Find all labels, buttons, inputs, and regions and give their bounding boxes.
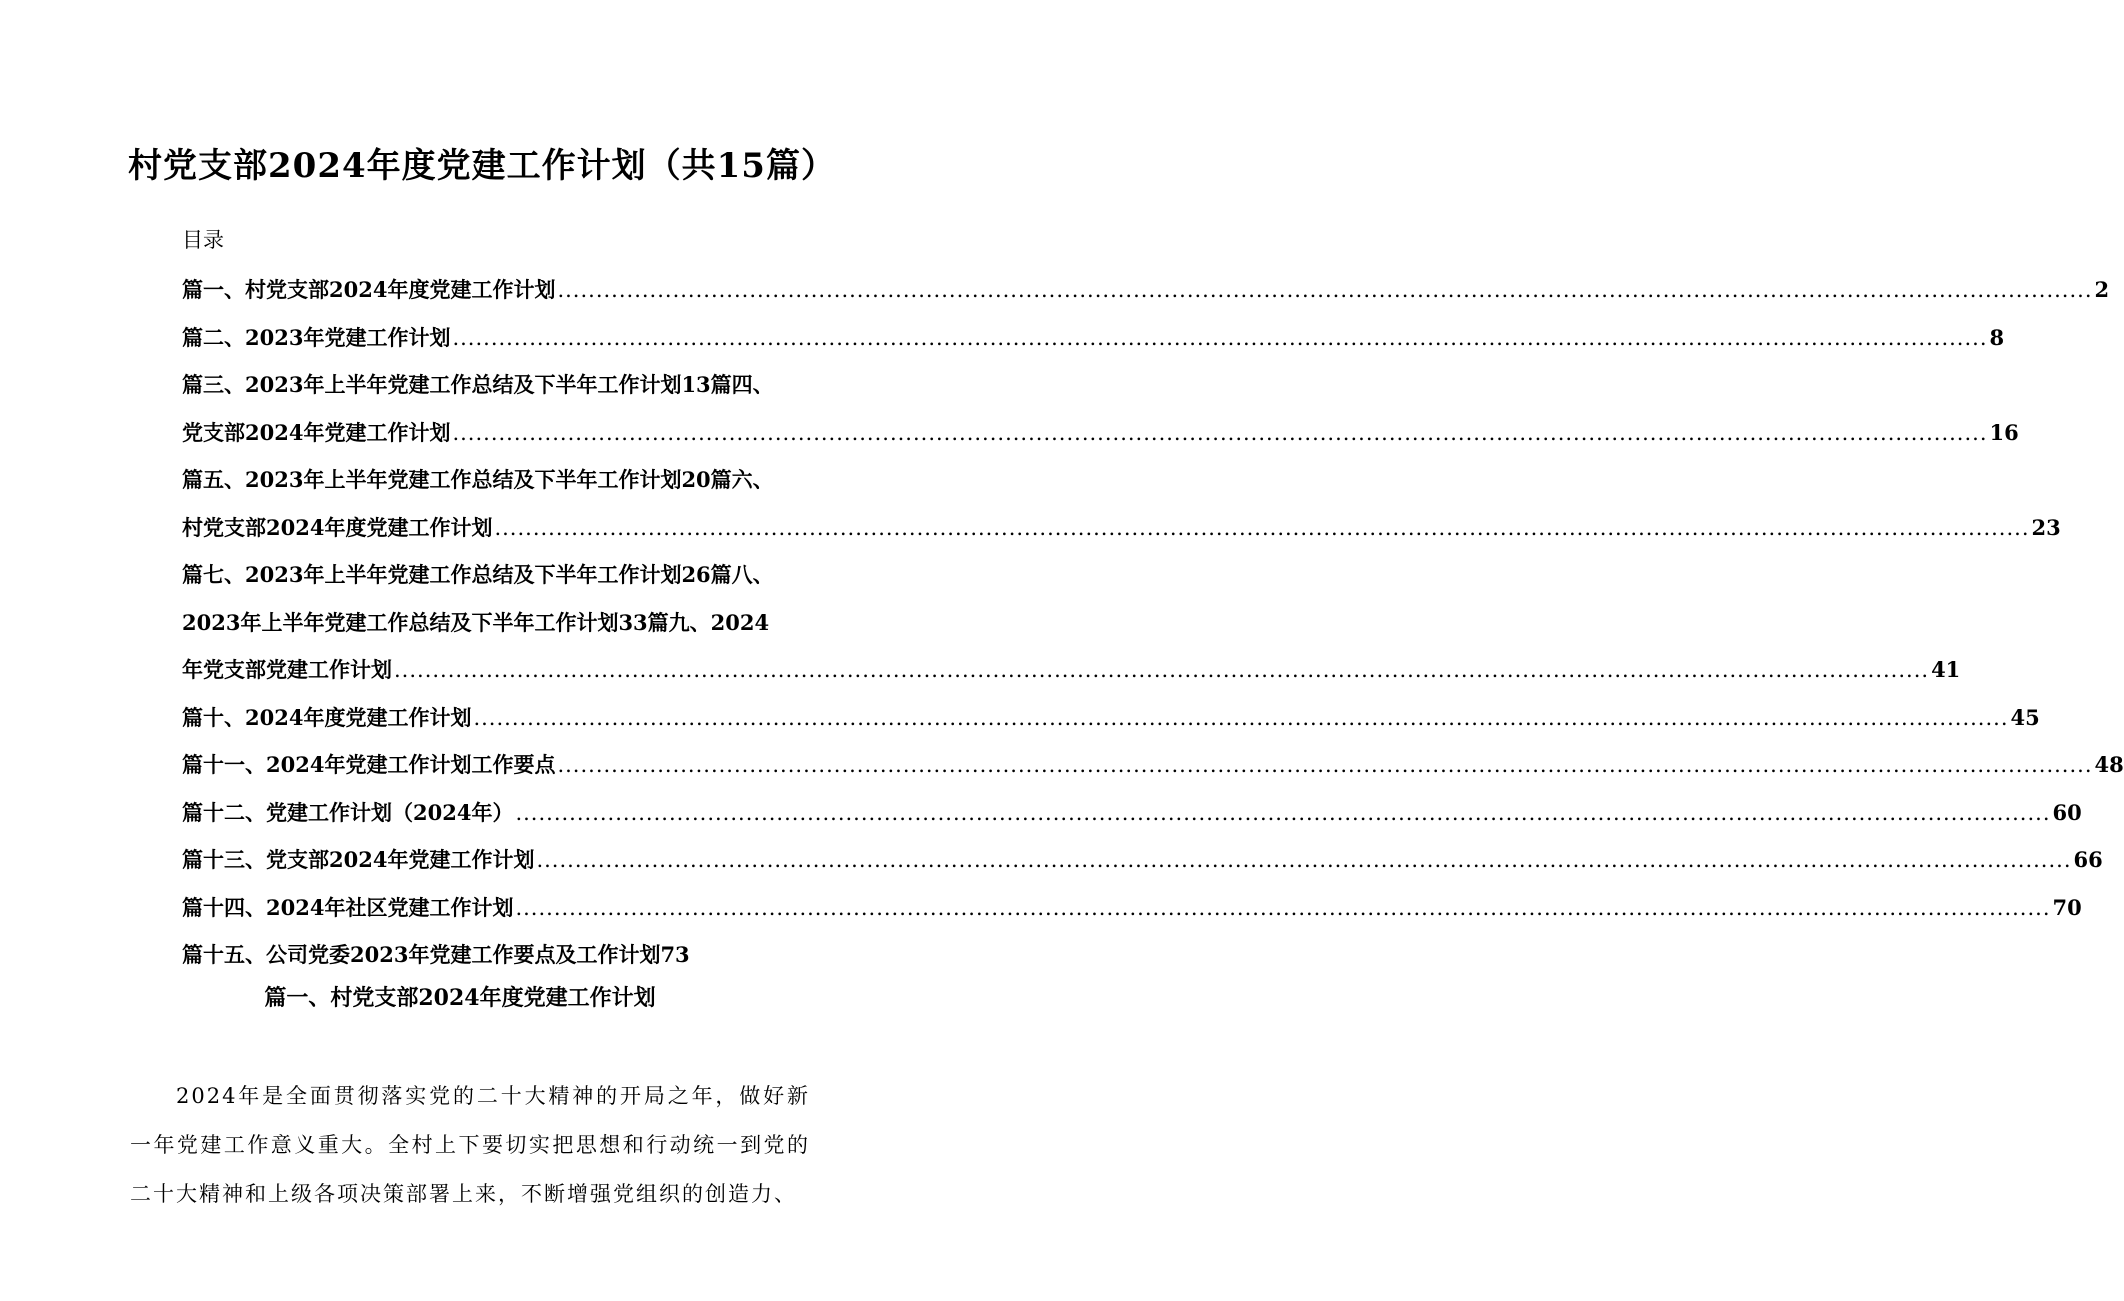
section-title: 篇一、村党支部2024年度党建工作计划 <box>264 985 656 1011</box>
toc-page-number: 16 <box>1989 419 2019 445</box>
toc-dot-leader: ........................................................................................................................................................................................................ <box>557 278 2093 302</box>
toc-dot-leader: ........................................................................................................................................................................................................ <box>515 800 2051 825</box>
body-paragraph: 2024年是全面贯彻落实党的二十大精神的开局之年，做好新一年党建工作意义重大。全村上下要切实把思想和行动统一到党的二十大精神和上级各项决策部署上来，不断增强党组织的创造力、 <box>130 1084 810 1206</box>
toc-entry[interactable] <box>182 836 2103 884</box>
toc-entry[interactable] <box>182 646 1961 694</box>
toc-page-number: 66 <box>2073 847 2103 872</box>
toc-dot-leader: ........................................................................................................................................................................................................ <box>557 753 2093 777</box>
toc-entry-text: 篇十三、党支部2024年党建工作计划 <box>182 847 535 872</box>
toc-dot-leader: ........................................................................................................................................................................................................ <box>494 515 2030 540</box>
table-of-contents <box>182 266 2124 979</box>
toc-entry-text: 年党支部党建工作计划 <box>182 657 392 682</box>
toc-page-number: 8 <box>1989 324 2005 350</box>
toc-dot-leader: ........................................................................................................................................................................................................ <box>452 325 1988 350</box>
toc-page-number: 60 <box>2052 799 2082 825</box>
toc-dot-leader: ........................................................................................................................................................................................................ <box>473 705 2009 730</box>
toc-entry[interactable] <box>182 789 2082 837</box>
toc-dot-leader: ........................................................................................................................................................................................................ <box>452 420 1988 445</box>
toc-entry[interactable] <box>182 504 2061 552</box>
toc-entry-text: 村党支部2024年度党建工作计划 <box>182 514 493 540</box>
toc-entry[interactable] <box>182 409 2019 457</box>
toc-entry[interactable] <box>182 599 802 647</box>
toc-page-number: 41 <box>1931 657 1961 682</box>
toc-page-number: 70 <box>2052 894 2082 920</box>
toc-entry[interactable] <box>182 456 802 504</box>
toc-entry[interactable] <box>182 361 802 409</box>
document-title: 村党支部2024年度党建工作计划（共15篇） <box>128 146 836 186</box>
toc-entry[interactable] <box>182 694 2040 742</box>
toc-page-number: 23 <box>2031 514 2061 540</box>
toc-entry-text: 篇三、2023年上半年党建工作总结及下半年工作计划13篇四、 <box>182 372 774 397</box>
toc-entry[interactable] <box>182 551 802 599</box>
toc-dot-leader: ........................................................................................................................................................................................................ <box>394 658 1930 682</box>
toc-entry-text: 篇十五、公司党委2023年党建工作要点及工作计划73 <box>182 942 690 967</box>
toc-dot-leader: ........................................................................................................................................................................................................ <box>515 895 2051 920</box>
toc-entry-text: 篇五、2023年上半年党建工作总结及下半年工作计划20篇六、 <box>182 467 774 492</box>
toc-entry[interactable] <box>182 741 2124 789</box>
toc-entry-text: 2023年上半年党建工作总结及下半年工作计划33篇九、2024 <box>182 609 770 635</box>
toc-heading: 目录 <box>182 228 224 252</box>
toc-entry[interactable] <box>182 884 2082 932</box>
toc-page-number: 48 <box>2094 752 2124 777</box>
toc-entry-text: 篇十、2024年度党建工作计划 <box>182 704 472 730</box>
toc-entry[interactable] <box>182 931 802 979</box>
toc-entry-text: 篇十二、党建工作计划（2024年） <box>182 799 514 825</box>
toc-entry[interactable] <box>182 314 2005 362</box>
toc-page-number: 2 <box>2094 277 2110 302</box>
toc-entry-text: 篇十四、2024年社区党建工作计划 <box>182 894 514 920</box>
toc-entry-text: 篇七、2023年上半年党建工作总结及下半年工作计划26篇八、 <box>182 562 774 587</box>
toc-entry[interactable] <box>182 266 2110 314</box>
toc-page-number: 45 <box>2010 704 2040 730</box>
toc-entry-text: 篇一、村党支部2024年度党建工作计划 <box>182 277 556 302</box>
toc-entry-text: 篇十一、2024年党建工作计划工作要点 <box>182 752 556 777</box>
toc-entry-text: 党支部2024年党建工作计划 <box>182 419 451 445</box>
toc-entry-text: 篇二、2023年党建工作计划 <box>182 324 451 350</box>
toc-dot-leader: ........................................................................................................................................................................................................ <box>536 848 2072 872</box>
